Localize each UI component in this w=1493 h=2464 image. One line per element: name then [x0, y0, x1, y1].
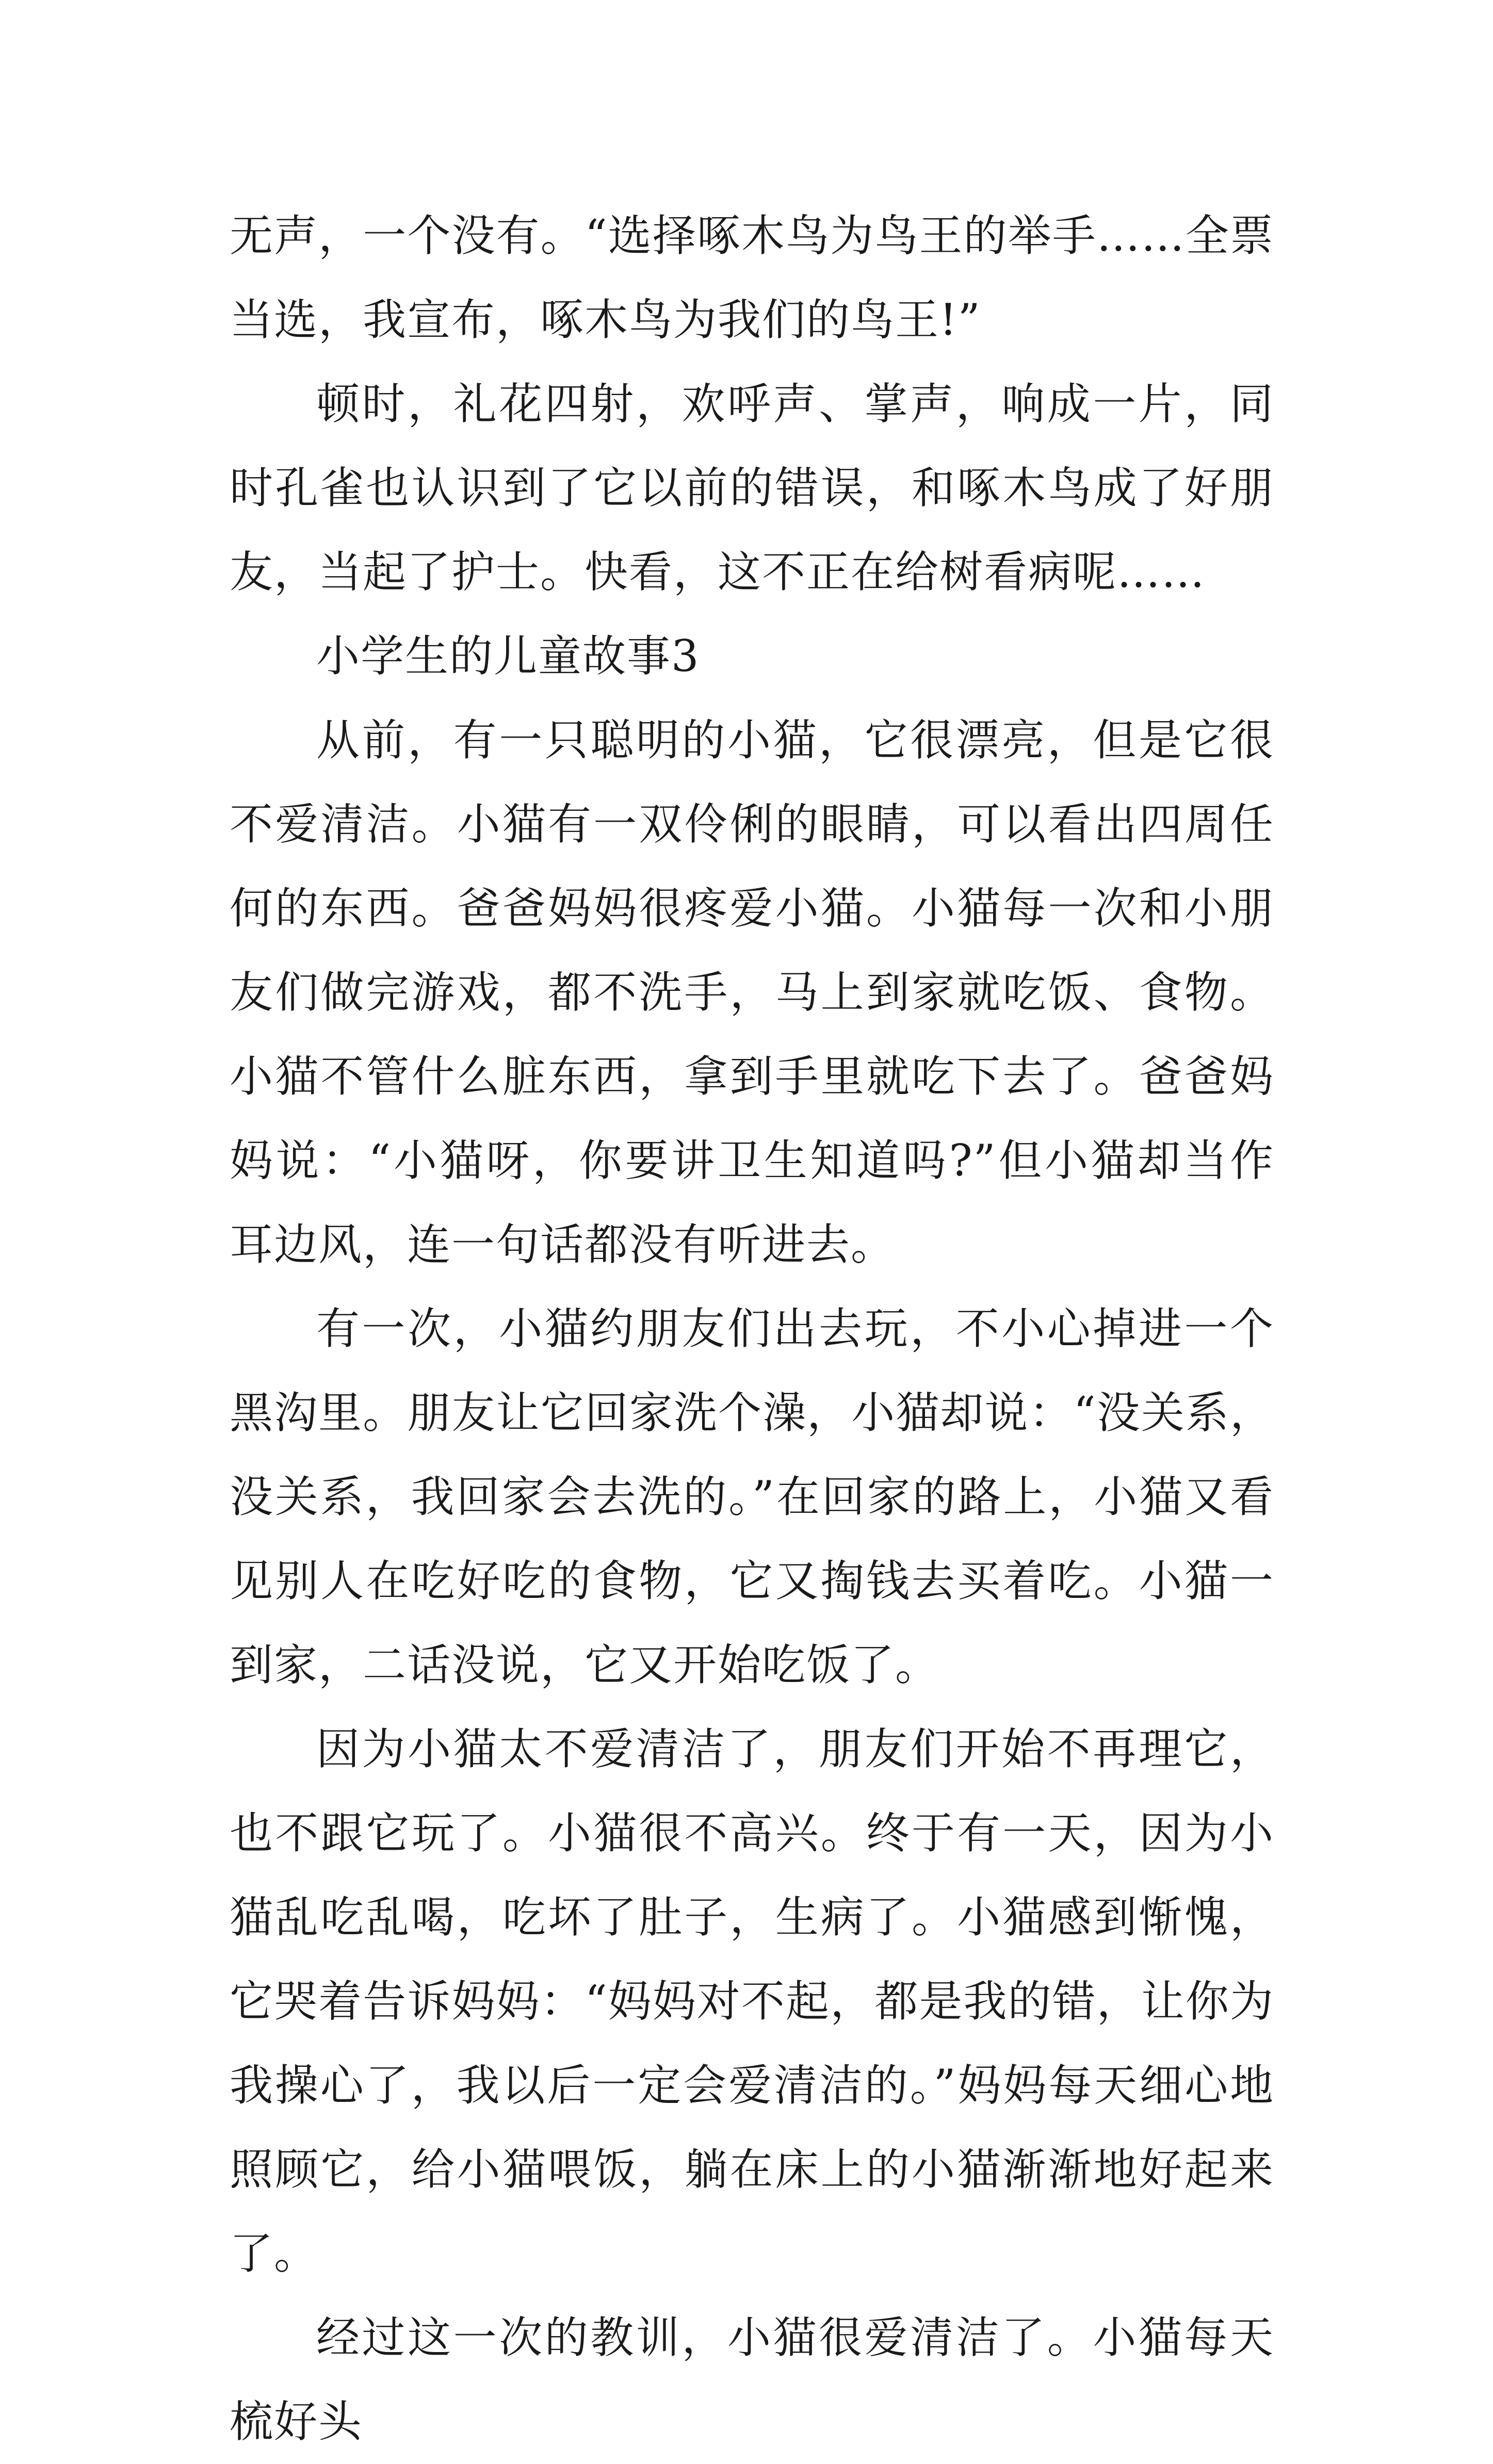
paragraph: 从前，有一只聪明的小猫，它很漂亮，但是它很不爱清洁。小猫有一双伶俐的眼睛，可以看出四周任何的东西。爸爸妈妈很疼爱小猫。小猫每一次和小朋友们做完游戏，都不洗手，马上到家就吃饭、食物。小猫不管什么脏东西，拿到手里就吃下去了。爸爸妈妈说：“小猫呀，你要讲卫生知道吗?”但小猫却当作耳边风，连一句话都没有听进去。	[230, 715, 1274, 1270]
paragraph: 因为小猫太不爱清洁了，朋友们开始不再理它，也不跟它玩了。小猫很不高兴。终于有一天，因为小猫乱吃乱喝，吃坏了肚子，生病了。小猫感到惭愧，它哭着告诉妈妈：“妈妈对不起，都是我的错，让你为我操心了，我以后一定会爱清洁的。”妈妈每天细心地照顾它，给小猫喂饭，躺在床上的小猫渐渐地好起来了。	[230, 1724, 1274, 2279]
story-text	[230, 194, 1274, 2464]
paragraph: 经过这一次的教训，小猫很爱清洁了。小猫每天梳好头	[230, 2312, 1274, 2447]
story-heading: 小学生的儿童故事3	[316, 631, 700, 681]
paragraph-continuation: 无声，一个没有。“选择啄木鸟为鸟王的举手……全票当选，我宣布，啄木鸟为我们的鸟王!”	[230, 210, 1274, 345]
paragraph: 顿时，礼花四射，欢呼声、掌声，响成一片，同时孔雀也认识到了它以前的错误，和啄木鸟成了好朋友，当起了护士。快看，这不正在给树看病呢……	[230, 379, 1274, 597]
paragraph: 有一次，小猫约朋友们出去玩，不小心掉进一个黑沟里。朋友让它回家洗个澡，小猫却说：“没关系，没关系，我回家会去洗的。”在回家的路上，小猫又看见别人在吃好吃的食物，它又掏钱去买着吃。小猫一到家，二话没说，它又开始吃饭了。	[230, 1303, 1274, 1690]
